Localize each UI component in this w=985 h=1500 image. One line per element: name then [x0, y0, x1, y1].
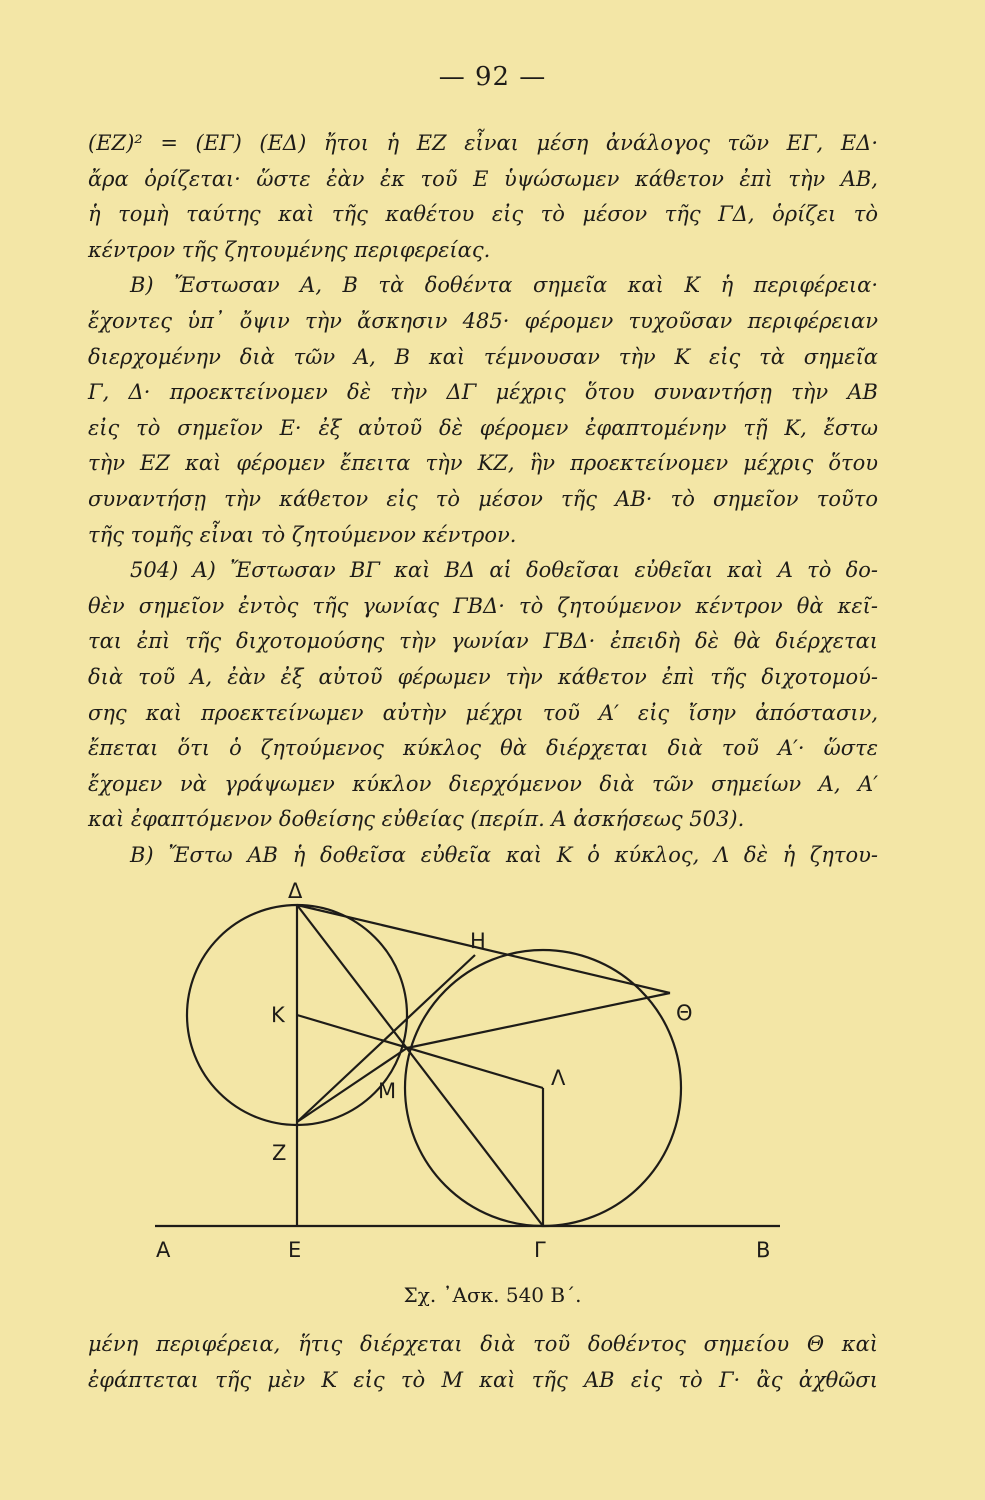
label-mu: Μ — [378, 1079, 397, 1103]
text-line: ἐφάπτεται τῆς μὲν Κ εἰς τὸ Μ καὶ τῆς ΑΒ εἰς τὸ Γ· ἂς ἀχθῶσι — [88, 1367, 878, 1392]
label-eta: Η — [470, 929, 486, 953]
text-line: κέντρον τῆς ζητουμένης περιφερείας. — [88, 237, 491, 262]
text-line: 504) Α) Ἔστωσαν ΒΓ καὶ ΒΔ αἱ δοθεῖσαι εὐθεῖαι καὶ Α τὸ δο- — [130, 558, 878, 583]
text-line: σης καὶ προεκτείνωμεν αὐτὴν μέχρι τοῦ Α′ εἰς ἴσην ἀπόστασιν, — [88, 700, 878, 725]
text-line: τὴν ΕΖ καὶ φέρομεν ἔπειτα τὴν ΚΖ, ἣν προεκτείνομεν μέχρις ὅτου — [88, 451, 878, 476]
text-line: καὶ ἐφαπτόμενον δοθείσης εὐθείας (περίπ. Α ἀσκήσεως 503). — [88, 807, 745, 832]
body-text-lower — [88, 1327, 878, 1398]
label-theta: Θ — [676, 1001, 693, 1025]
label-delta: Δ — [288, 879, 303, 903]
line-delta-gamma — [297, 905, 543, 1226]
label-alpha: Α — [156, 1238, 171, 1262]
geometry-diagram — [140, 880, 820, 1260]
page-number: — 92 — — [438, 62, 547, 92]
text-line: Β) Ἔστω ΑΒ ἡ δοθεῖσα εὐθεῖα καὶ Κ ὁ κύκλος, Λ δὲ ἡ ζητου- — [130, 842, 878, 867]
text-line: θὲν σημεῖον ἐντὸς τῆς γωνίας ΓΒΔ· τὸ ζητούμενον κέντρον θὰ κεῖ- — [88, 593, 878, 618]
label-beta: Β — [756, 1238, 771, 1262]
text-line: ται ἐπὶ τῆς διχοτομούσης τὴν γωνίαν ΓΒΔ· ἐπειδὴ δὲ θὰ διέρχεται — [88, 629, 878, 654]
label-epsilon: Ε — [288, 1238, 302, 1262]
text-line: Β) Ἔστωσαν Α, Β τὰ δοθέντα σημεῖα καὶ Κ ἡ περιφέρεια· — [130, 273, 878, 298]
label-zeta: Ζ — [272, 1141, 287, 1165]
text-line: συναντήσῃ τὴν κάθετον εἰς τὸ μέσον τῆς ΑΒ· τὸ σημεῖον τοῦτο — [88, 486, 878, 511]
figure-caption: Σχ. ᾿Ασκ. 540 Β΄. — [403, 1283, 582, 1307]
text-line: Γ, Δ· προεκτείνομεν δὲ τὴν ΔΓ μέχρις ὅτου συναντήσῃ τὴν ΑΒ — [88, 380, 878, 405]
text-line: ἄρα ὁρίζεται· ὥστε ἐὰν ἐκ τοῦ Ε ὑψώσωμεν κάθετον ἐπὶ τὴν ΑΒ, — [88, 166, 878, 191]
line-mu-theta — [407, 993, 670, 1048]
text-line: ἔχοντες ὑπ᾿ ὄψιν τὴν ἄσκησιν 485· φέρομεν τυχοῦσαν περιφέρειαν — [88, 308, 878, 333]
text-line: τῆς τομῆς εἶναι τὸ ζητούμενον κέντρον. — [88, 522, 517, 547]
text-line: ἡ τομὴ ταύτης καὶ τῆς καθέτου εἰς τὸ μέσον τῆς ΓΔ, ὁρίζει τὸ — [88, 202, 878, 227]
text-line: διὰ τοῦ Α, ἐὰν ἐξ αὐτοῦ φέρωμεν τὴν κάθετον ἐπὶ τῆς διχοτομού- — [88, 664, 878, 689]
label-kappa: Κ — [271, 1003, 285, 1027]
text-line: (ΕΖ)² = (ΕΓ) (ΕΔ) ἤτοι ἡ ΕΖ εἶναι μέση ἀνάλογος τῶν ΕΓ, ΕΔ· — [88, 131, 878, 155]
label-lambda: Λ — [551, 1066, 566, 1090]
text-line: μένη περιφέρεια, ἥτις διέρχεται διὰ τοῦ δοθέντος σημείου Θ καὶ — [88, 1332, 878, 1356]
text-line: εἰς τὸ σημεῖον Ε· ἐξ αὐτοῦ δὲ φέρομεν ἐφαπτομένην τῇ Κ, ἔστω — [88, 415, 878, 440]
geometry-figure — [140, 880, 820, 1260]
text-line: ἔπεται ὅτι ὁ ζητούμενος κύκλος θὰ διέρχεται διὰ τοῦ Α′· ὥστε — [88, 736, 878, 761]
text-line: διερχομένην διὰ τῶν Α, Β καὶ τέμνουσαν τὴν Κ εἰς τὰ σημεῖα — [88, 344, 878, 369]
text-line: ἔχομεν νὰ γράψωμεν κύκλον διερχόμενον διὰ τῶν σημείων Α, Α′ — [88, 771, 878, 796]
label-gamma: Γ — [534, 1238, 546, 1262]
body-text-upper — [88, 126, 878, 873]
